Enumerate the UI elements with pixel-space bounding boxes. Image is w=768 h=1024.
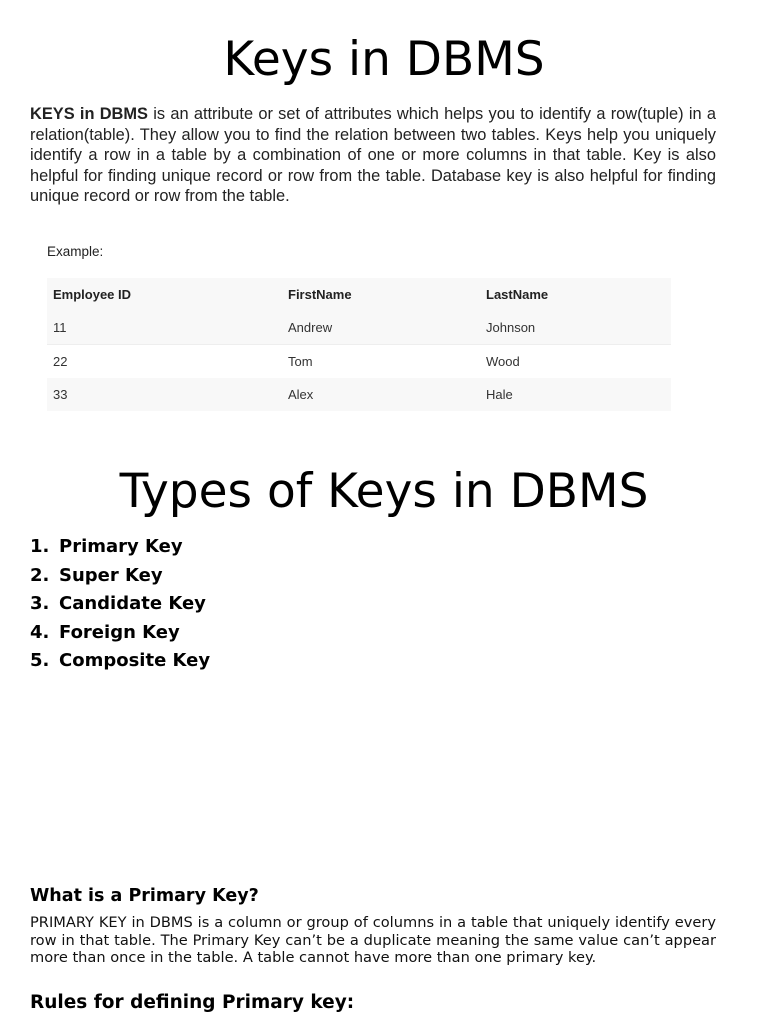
rules-heading: Rules for defining Primary key: — [30, 992, 355, 1013]
cell: Hale — [480, 378, 671, 411]
table-header-row — [47, 278, 671, 311]
types-list — [30, 533, 210, 676]
list-number: 5. — [30, 650, 50, 672]
list-item — [30, 533, 210, 562]
list-label: Foreign Key — [59, 621, 180, 643]
list-item — [30, 647, 210, 676]
cell: Johnson — [480, 311, 671, 345]
table-row — [47, 378, 671, 411]
cell: Wood — [480, 345, 671, 379]
cell: Tom — [282, 345, 480, 379]
list-label: Super Key — [59, 564, 163, 586]
cell: Alex — [282, 378, 480, 411]
intro-text: is an attribute or set of attributes which helps you to identify a row(tuple) in a relation(table). They allow you to find the relation between two tables. Keys help you uniquely identify a row in a table by a combination of one or more columns in that table. Key is also helpful for finding unique record or row from the table. Database key is also helpful for finding unique record or row from the table. — [30, 105, 716, 206]
list-item — [30, 590, 210, 619]
table-row — [47, 311, 671, 345]
header-firstname: FirstName — [282, 278, 480, 311]
example-table — [47, 278, 671, 411]
primary-key-heading: What is a Primary Key? — [30, 886, 259, 906]
list-number: 2. — [30, 564, 50, 586]
cell: Andrew — [282, 311, 480, 345]
list-number: 1. — [30, 536, 50, 557]
header-employee-id: Employee ID — [47, 278, 282, 311]
intro-lead: KEYS in DBMS — [30, 105, 148, 123]
list-number: 3. — [30, 593, 50, 615]
cell: 11 — [47, 311, 282, 345]
example-label: Example: — [47, 244, 104, 259]
primary-key-paragraph: PRIMARY KEY in DBMS is a column or group of columns in a table that uniquely identify every row in that table. The Primary Key can’t be a duplicate meaning the same value can’t appear more than once in the table. A table cannot have more than one primary key. — [30, 914, 716, 967]
page-title: Keys in DBMS — [223, 32, 545, 87]
header-lastname: LastName — [480, 278, 671, 311]
cell: 22 — [47, 345, 282, 379]
list-label: Primary Key — [59, 536, 183, 557]
list-item — [30, 619, 210, 648]
list-label: Candidate Key — [59, 593, 206, 615]
table-row — [47, 345, 671, 379]
cell: 33 — [47, 378, 282, 411]
intro-paragraph — [30, 104, 716, 207]
list-label: Composite Key — [59, 650, 211, 672]
types-title: Types of Keys in DBMS — [119, 464, 649, 519]
list-item — [30, 562, 210, 591]
list-number: 4. — [30, 621, 50, 643]
